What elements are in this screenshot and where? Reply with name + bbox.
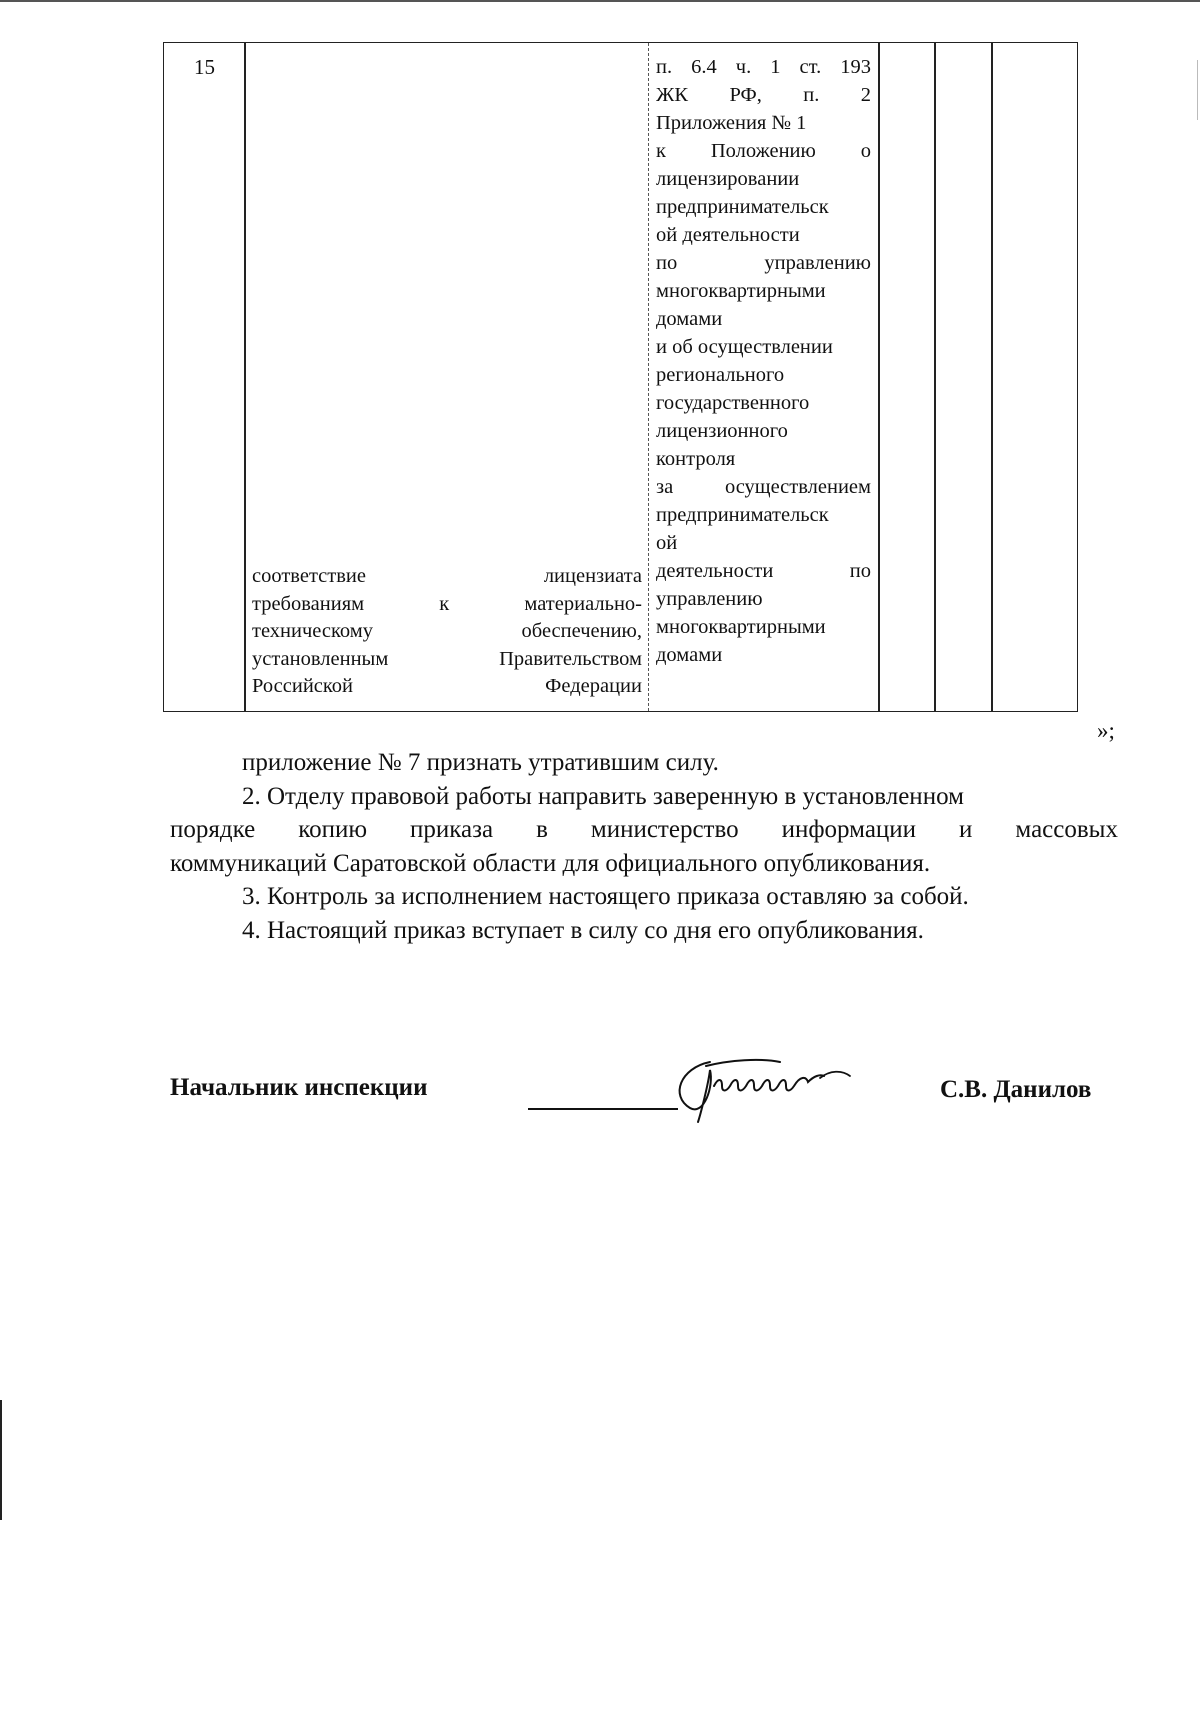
legal-basis-word: осуществлением	[724, 476, 871, 498]
legal-basis-word: предпринимательск	[656, 504, 829, 526]
legal-basis-line	[656, 109, 871, 137]
row-number: 15	[194, 55, 215, 79]
legal-basis-line	[656, 417, 871, 445]
legal-basis-word: ст.	[799, 56, 822, 78]
signatory-name: С.В. Данилов	[940, 1076, 1092, 1103]
legal-basis-line	[656, 641, 871, 669]
legal-basis-line	[656, 613, 871, 641]
legal-basis-line	[656, 445, 871, 473]
paragraph-appendix-7: приложение № 7 признать утратившим силу.	[242, 749, 719, 776]
legal-basis-word: Приложения № 1	[656, 112, 807, 134]
legal-basis-line	[656, 81, 871, 109]
legal-basis-word: РФ,	[729, 84, 762, 106]
legal-basis-line	[656, 249, 871, 277]
paragraph-2-word: порядке	[170, 816, 256, 843]
signature-line	[528, 1108, 678, 1110]
scan-edge-top	[0, 0, 1200, 2]
legal-basis-word: управлению	[656, 588, 763, 610]
scan-edge-right	[1197, 60, 1198, 120]
legal-basis-word: домами	[656, 644, 723, 666]
requirement-word: Правительством	[499, 647, 642, 670]
requirement-word: установленным	[252, 647, 389, 670]
legal-basis-line	[656, 165, 871, 193]
legal-basis-line	[656, 221, 871, 249]
legal-basis-line	[656, 361, 871, 389]
table-col-divider	[934, 43, 936, 711]
legal-basis-word: Положению	[710, 140, 816, 162]
legal-basis-line	[656, 585, 871, 613]
signatory-title: Начальник инспекции	[170, 1074, 428, 1101]
paragraph-2-word: информации	[781, 816, 917, 843]
legal-basis-cell	[656, 53, 871, 669]
handwritten-signature	[670, 1056, 880, 1124]
legal-basis-word: регионального	[656, 364, 785, 386]
legal-basis-word: п.	[803, 84, 820, 106]
legal-basis-word: 6.4	[691, 56, 717, 78]
legal-basis-line	[656, 277, 871, 305]
paragraph-2-line-1: 2. Отделу правовой работы направить заверенную в установленном	[242, 782, 964, 810]
legal-basis-line	[656, 53, 871, 81]
legal-basis-word: п.	[656, 56, 673, 78]
legal-basis-word: предпринимательск	[656, 196, 829, 218]
legal-basis-word: и об осуществлении	[656, 336, 833, 358]
requirement-word: лицензиата	[543, 565, 642, 587]
requirement-word: к	[439, 592, 450, 615]
legal-basis-word: 1	[770, 56, 781, 78]
legal-basis-line	[656, 137, 871, 165]
legal-basis-word: государственного	[656, 392, 810, 414]
order-body	[170, 746, 1118, 947]
legal-basis-word: к	[656, 140, 666, 162]
legal-basis-word: о	[860, 140, 871, 162]
requirement-word: материально-	[524, 592, 642, 615]
legal-basis-word: управлению	[764, 252, 871, 274]
legal-basis-line	[656, 389, 871, 417]
paragraph-2-word: приказа	[410, 816, 494, 843]
table-col-divider	[991, 43, 993, 711]
legal-basis-word: ой	[656, 532, 678, 554]
legal-basis-word: лицензировании	[656, 168, 800, 190]
legal-basis-word: за	[656, 476, 674, 498]
legal-basis-line	[656, 501, 871, 529]
legal-basis-line	[656, 305, 871, 333]
legal-basis-line	[656, 333, 871, 361]
closing-quote: »;	[1097, 718, 1115, 743]
requirement-word: соответствие	[252, 565, 366, 587]
legal-basis-word: многоквартирными	[656, 616, 826, 638]
paragraph-2-word: в	[536, 816, 548, 843]
paragraph-2-word: министерство	[590, 816, 739, 843]
paragraph-2-word: массовых	[1015, 816, 1118, 843]
requirement-cell	[252, 563, 642, 701]
legal-basis-line	[656, 529, 871, 557]
paragraph-2-line-2	[170, 813, 1118, 847]
legal-basis-line	[656, 193, 871, 221]
legal-basis-word: ЖК	[656, 84, 689, 106]
paragraph-3: 3. Контроль за исполнением настоящего приказа оставляю за собой.	[242, 883, 969, 910]
requirement-line	[252, 563, 642, 591]
paragraph-2-word: и	[959, 816, 973, 843]
table-col-divider	[244, 43, 246, 711]
requirement-word: Российской Федерации	[252, 675, 642, 697]
legal-basis-word: 193	[840, 56, 871, 78]
legal-basis-line	[656, 473, 871, 501]
requirement-word: обеспечению,	[521, 620, 642, 642]
requirement-line	[252, 618, 642, 646]
paragraph-2	[170, 780, 1118, 881]
requirement-word: требованиям	[252, 592, 365, 615]
paragraph-2-line-3: коммуникаций Саратовской области для официального опубликования.	[170, 849, 931, 877]
legal-basis-word: многоквартирными	[656, 280, 826, 302]
requirement-line	[252, 591, 642, 619]
legal-basis-word: ч.	[735, 56, 752, 78]
legal-basis-word: деятельности	[656, 560, 774, 582]
paragraph-2-word: копию	[298, 816, 368, 843]
requirement-line	[252, 646, 642, 674]
legal-basis-word: по	[849, 560, 871, 582]
table-col-divider	[878, 43, 880, 711]
legal-basis-word: ой деятельности	[656, 224, 800, 246]
requirement-line	[252, 673, 642, 701]
paragraph-4: 4. Настоящий приказ вступает в силу со дня его опубликования.	[242, 916, 924, 944]
requirement-word: техническому	[252, 620, 373, 642]
scan-edge-left	[0, 1400, 2, 1520]
legal-basis-word: контроля	[656, 448, 736, 470]
legal-basis-word: домами	[656, 308, 723, 330]
legal-basis-word: по	[656, 252, 678, 274]
legal-basis-word: 2	[860, 84, 871, 106]
legal-basis-word: лицензионного	[656, 420, 788, 442]
table-col-divider	[648, 43, 649, 711]
legal-basis-line	[656, 557, 871, 585]
license-requirements-table	[163, 42, 1078, 712]
